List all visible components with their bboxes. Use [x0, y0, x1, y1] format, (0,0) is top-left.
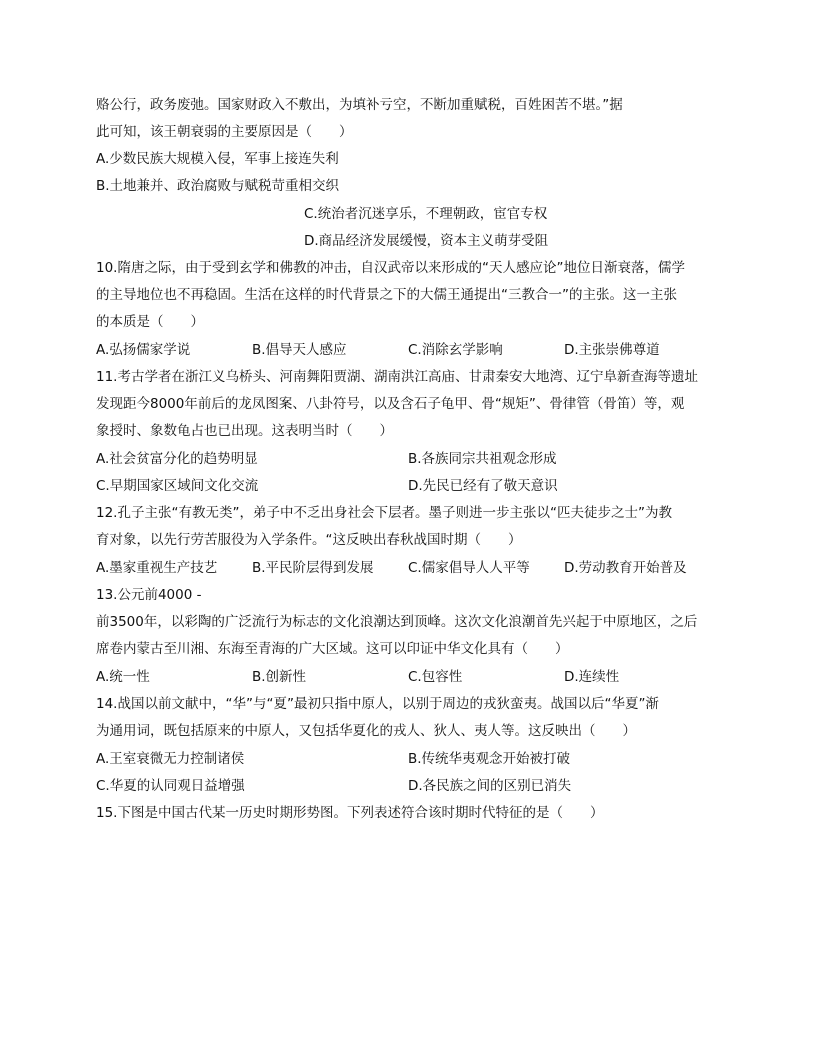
- q14-stem-line2: 为通用词，既包括原来的中原人，又包括华夏化的戎人、狄人、夷人等。这反映出（ ）: [96, 723, 636, 739]
- q11-stem-line2: 发现距今8000年前后的龙凤图案、八卦符号，以及含石子龟甲、骨“规矩”、骨律管（骨笛）等，观: [96, 396, 685, 412]
- q11-options-row2: [96, 476, 720, 496]
- q14-option-b: B.传统华夷观念开始被打破: [408, 751, 571, 767]
- q10-option-b: B.倡导天人感应: [252, 342, 347, 358]
- q14-options-row1: [96, 749, 720, 769]
- q9-stem-line1: 赂公行，政务废弛。国家财政入不敷出，为填补亏空，不断加重赋税，百姓困苦不堪。”据: [96, 97, 623, 113]
- q12-stem-line1: 12.孔子主张“有教无类”，弟子中不乏出身社会下层者。墨子则进一步主张以“匹夫徒步之士”为教: [96, 505, 672, 521]
- q12-option-d: D.劳动教育开始普及: [564, 560, 687, 576]
- q13-stem-line2: 前3500年，以彩陶的广泛流行为标志的文化浪潮达到顶峰。这次文化浪潮首先兴起于中原地区，之后: [96, 614, 698, 630]
- q11-option-c: C.早期国家区域间文化交流: [96, 478, 259, 494]
- q11-stem-line1: 11.考古学者在浙江义乌桥头、河南舞阳贾湖、湖南洪江高庙、甘肃秦安大地湾、辽宁阜新查海等遗址: [96, 369, 698, 385]
- q12-options: [96, 558, 720, 578]
- q14-option-c: C.华夏的认同观日益增强: [96, 778, 245, 794]
- q10-option-c: C.消除玄学影响: [408, 342, 503, 358]
- q13-option-b: B.创新性: [252, 669, 307, 685]
- q13-stem-line1: 13.公元前4000 -: [96, 587, 202, 603]
- q12-stem-line2: 育对象，以先行劳苦服役为入学条件。“这反映出春秋战国时期（ ）: [96, 532, 522, 548]
- q9-stem-line2: 此可知，该王朝衰弱的主要原因是（ ）: [96, 124, 353, 140]
- q11-option-d: D.先民已经有了敬天意识: [408, 478, 558, 494]
- q10-options: [96, 340, 720, 360]
- q12-option-a: A.墨家重视生产技艺: [96, 560, 218, 576]
- q13-option-d: D.连续性: [564, 669, 620, 685]
- q12-option-c: C.儒家倡导人人平等: [408, 560, 530, 576]
- q11-options-row1: [96, 449, 720, 469]
- q12-option-b: B.平民阶层得到发展: [252, 560, 374, 576]
- q10-stem-line1: 10.隋唐之际，由于受到玄学和佛教的冲击，自汉武帝以来形成的“天人感应论”地位日渐衰落，儒学: [96, 260, 685, 276]
- q9-option-b: B.土地兼并、政治腐败与赋税苛重相交织: [96, 178, 340, 194]
- q14-option-d: D.各民族之间的区别已消失: [408, 778, 572, 794]
- q13-options: [96, 667, 720, 687]
- q13-stem-line3: 席卷内蒙古至川湘、东海至青海的广大区域。这可以印证中华文化具有（ ）: [96, 641, 569, 657]
- q10-stem-line2: 的主导地位也不再稳固。生活在这样的时代背景之下的大儒王通提出“三教合一”的主张。这一主张: [96, 287, 677, 303]
- q11-option-a: A.社会贫富分化的趋势明显: [96, 451, 258, 467]
- q9-option-c: C.统治者沉迷享乐，不理朝政，宦官专权: [304, 206, 548, 222]
- q14-stem-line1: 14.战国以前文献中，“华”与“夏”最初只指中原人，以别于周边的戎狄蛮夷。战国以后“华夏”渐: [96, 696, 659, 712]
- q10-stem-line3: 的本质是（ ）: [96, 314, 204, 330]
- q14-option-a: A.王室衰微无力控制诸侯: [96, 751, 245, 767]
- q11-option-b: B.各族同宗共祖观念形成: [408, 451, 557, 467]
- q13-option-a: A.统一性: [96, 669, 150, 685]
- q10-option-a: A.弘扬儒家学说: [96, 342, 191, 358]
- q14-options-row2: [96, 776, 720, 796]
- q13-option-c: C.包容性: [408, 669, 463, 685]
- q10-option-d: D.主张崇佛尊道: [564, 342, 660, 358]
- q11-stem-line3: 象授时、象数龟占也已出现。这表明当时（ ）: [96, 423, 393, 439]
- q15-stem-line1: 15.下图是中国古代某一历史时期形势图。下列表述符合该时期时代特征的是（ ）: [96, 805, 604, 821]
- q9-option-d: D.商品经济发展缓慢，资本主义萌芽受阻: [304, 233, 549, 249]
- q9-option-a: A.少数民族大规模入侵，军事上接连失利: [96, 151, 339, 167]
